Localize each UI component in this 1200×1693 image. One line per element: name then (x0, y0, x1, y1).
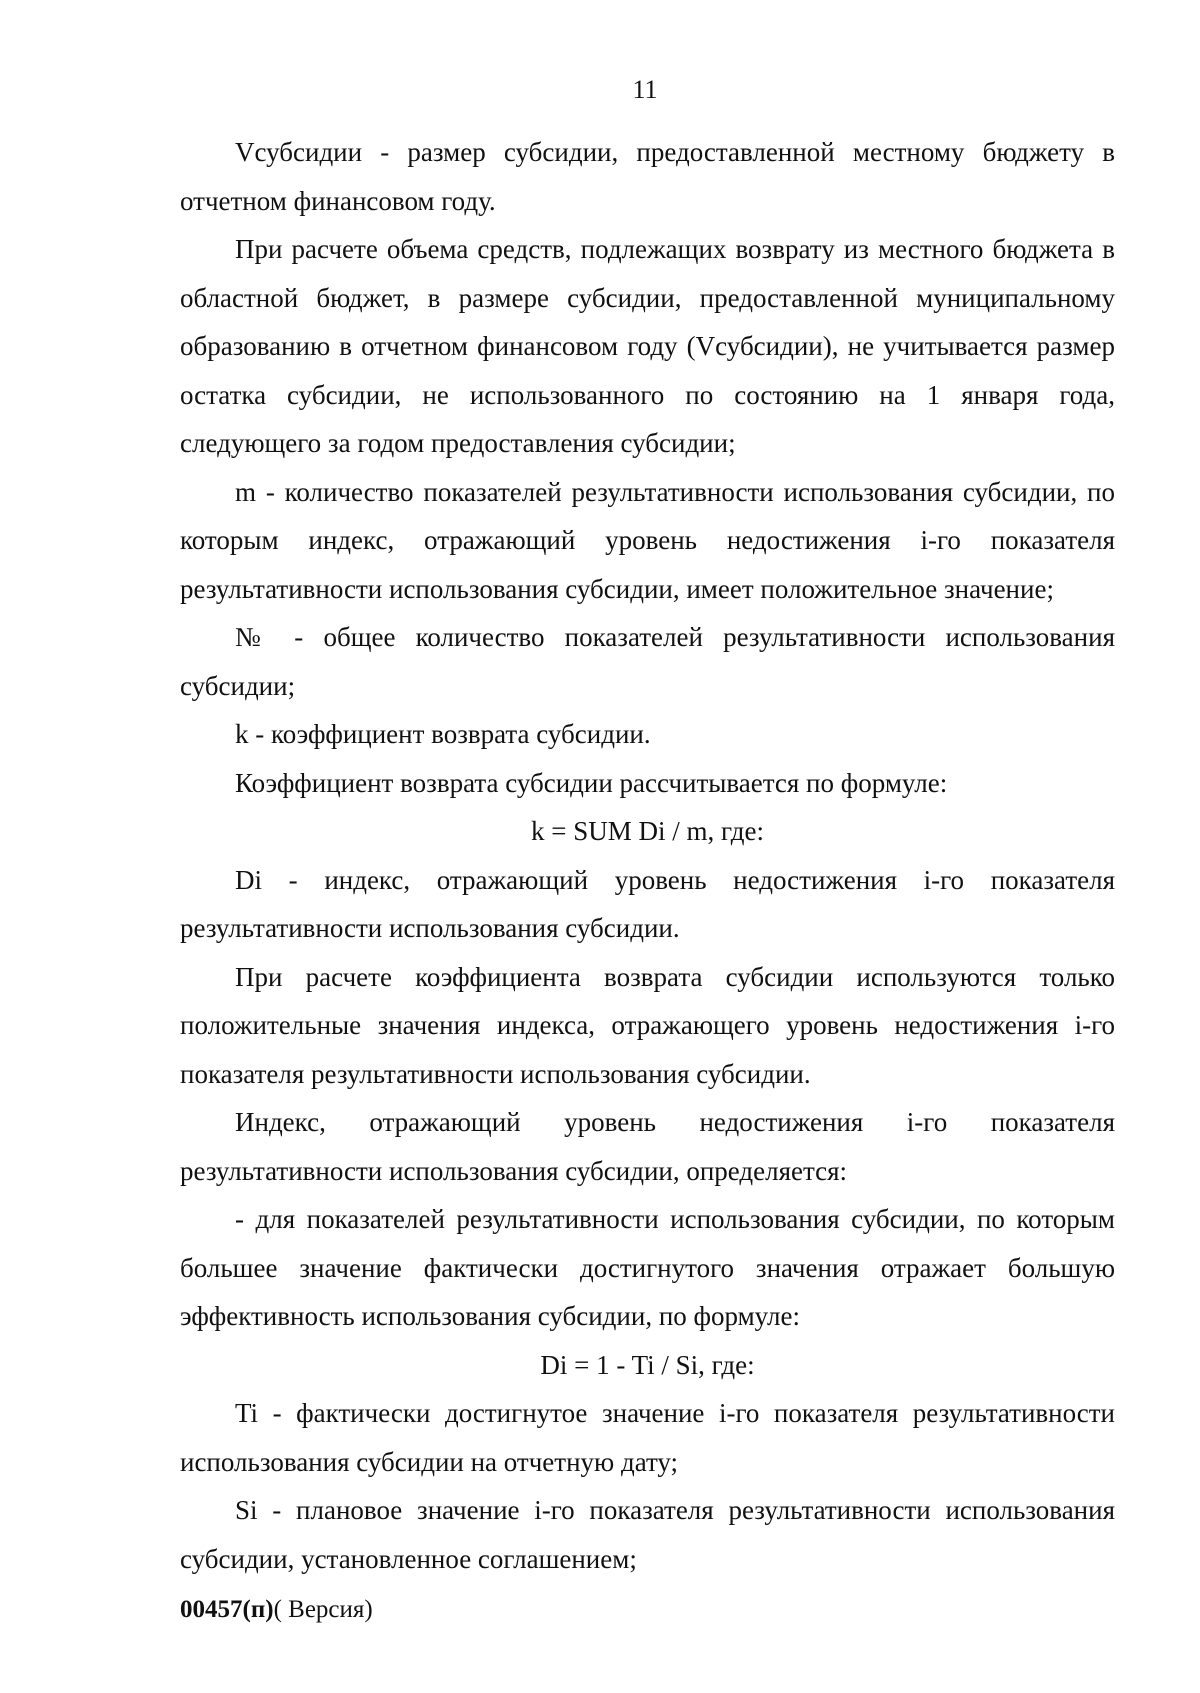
document-body (180, 128, 1115, 1583)
paragraph-di-definition: Di - индекс, отражающий уровень недостижения i-го показателя результативности использования субсидии. (180, 864, 1115, 943)
paragraph-m-definition: m - количество показателей результативности использования субсидии, по которым индекс, отражающий уровень недостижения i-го показателя результативности использования субсидии, имеет положительное значение; (180, 476, 1115, 604)
paragraph-index-determination: Индекс, отражающий уровень недостижения i-го показателя результативности использования субсидии, определяется: (180, 1107, 1115, 1186)
document-code: 00457(п) (180, 1596, 274, 1623)
paragraph-positive-values-note: При расчете коэффициента возврата субсидии используются только положительные значения индекса, отражающего уровень недостижения i-го показателя результативности использования субсидии. (180, 961, 1115, 1089)
formula-k: k = SUM Di / m, где: (531, 816, 764, 846)
paragraph-greater-value-case: - для показателей результативности использования субсидии, по которым большее значение фактически достигнутого значения отражает большую эффективность использования субсидии, по формуле: (180, 1204, 1115, 1331)
document-footer (180, 1594, 373, 1626)
document-version: ( Версия) (273, 1596, 373, 1623)
formula-di: Di = 1 - Ti / Si, где: (540, 1349, 755, 1380)
paragraph-si-definition: Si - плановое значение i-го показателя результативности использования субсидии, установленное соглашением; (180, 1495, 1115, 1574)
paragraph-total-count-definition: № - общее количество показателей результативности использования субсидии; (180, 622, 1115, 701)
paragraph-return-calculation-note: При расчете объема средств, подлежащих возврату из местного бюджета в областной бюджет, в размере субсидии, предоставленной муниципальному образованию в отчетном финансовом году (Vсубсидии), не учитывается размер остатка субсидии, не использованного по состоянию на 1 января года, следующего за годом предоставления субсидии; (180, 234, 1115, 458)
paragraph-vsubsidy-definition: Vсубсидии - размер субсидии, предоставленной местному бюджету в отчетном финансовом году. (180, 137, 1115, 216)
page-number: 11 (632, 75, 658, 104)
paragraph-k-definition: k - коэффициент возврата субсидии. (235, 719, 651, 749)
paragraph-ti-definition: Ti - фактически достигнутое значение i-го показателя результативности использования субсидии на отчетную дату; (180, 1398, 1115, 1477)
paragraph-k-formula-intro: Коэффициент возврата субсидии рассчитывается по формуле: (235, 767, 948, 798)
